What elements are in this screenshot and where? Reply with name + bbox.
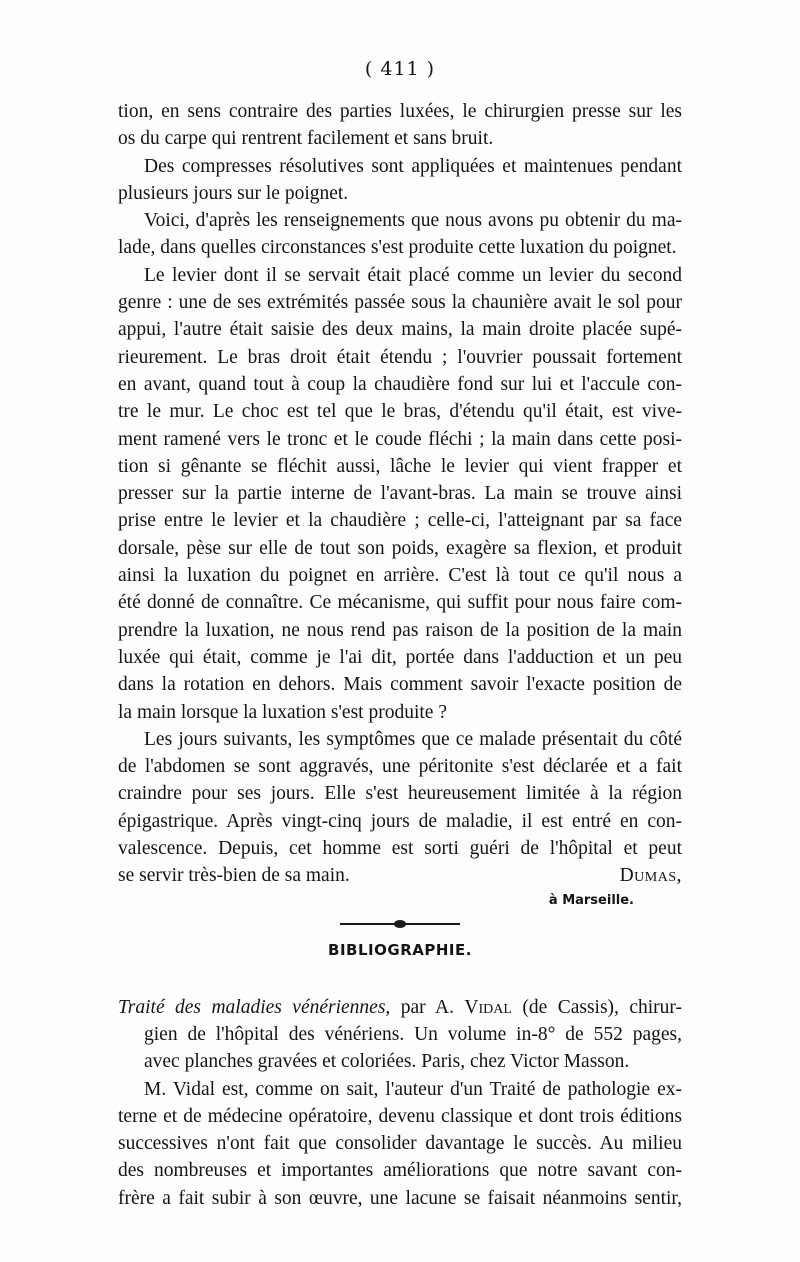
- text-line: ment ramené vers le tronc et le coude fléchi ; la main dans cette posi-: [118, 428, 682, 450]
- text-line: terne et de médecine opératoire, devenu classique et dont trois éditions: [118, 1105, 682, 1127]
- text-line: craindre pour ses jours. Elle s'est heureusement limitée à la région: [118, 783, 682, 805]
- text-line: plusieurs jours sur le poignet.: [118, 182, 349, 204]
- text-line: la main lorsque la luxation s'est produite ?: [118, 701, 447, 723]
- text-line: tre le mur. Le choc est tel que le bras, d'étendu qu'il était, est vive-: [118, 401, 682, 423]
- text-line: Voici, d'après les renseignements que nous avons pu obtenir du ma-: [144, 210, 682, 232]
- text-line: appui, l'autre était saisie des deux mains, la main droite placée supé-: [118, 319, 682, 341]
- text-line: rieurement. Le bras droit était étendu ; l'ouvrier poussait fortement: [118, 346, 682, 368]
- entry-text: (de Cassis), chirur-: [511, 996, 682, 1018]
- text-line: frère a fait subir à son œuvre, une lacune se faisait néanmoins sentir,: [118, 1187, 682, 1209]
- text-line: genre : une de ses extrémités passée sous la chaunière avait le sol pour: [118, 292, 682, 314]
- text-line: successives n'ont fait que consolider davantage le succès. Au milieu: [118, 1133, 682, 1155]
- text-line: Le levier dont il se servait était placé comme un levier du second: [144, 264, 682, 286]
- text-line: ainsi la luxation du poignet en arrière. C'est là tout ce qu'il nous a: [118, 565, 682, 587]
- text-line: été donné de connaître. Ce mécanisme, qui suffit pour nous faire com-: [118, 592, 682, 614]
- entry-line: [118, 994, 682, 1021]
- text-line: presser sur la partie interne de l'avant-bras. La main se trouve ainsi: [118, 483, 682, 505]
- entry-line: avec planches gravées et coloriées. Paris, chez Victor Masson.: [144, 1051, 630, 1073]
- ornamental-divider: [340, 920, 460, 928]
- text-line: en avant, quand tout à coup la chaudière fond sur lui et l'accule con-: [118, 373, 682, 395]
- text-line: prendre la luxation, ne nous rend pas raison de la position de la main: [118, 619, 682, 641]
- text-line: des nombreuses et importantes améliorations que notre savant con-: [118, 1160, 682, 1182]
- text-line: dans la rotation en dehors. Mais comment savoir l'exacte position de: [118, 674, 682, 696]
- text-line: de l'abdomen se sont aggravés, une péritonite s'est déclarée et a fait: [118, 756, 682, 778]
- paragraph: [118, 153, 682, 208]
- page-body: [118, 98, 682, 1212]
- page-number: ( 411 ): [364, 58, 436, 80]
- paragraph: [118, 207, 682, 262]
- bibliography-entry: [118, 994, 682, 1076]
- text-line: lade, dans quelles circonstances s'est produite cette luxation du poignet.: [118, 237, 677, 259]
- signature-line: [118, 862, 682, 889]
- paragraph: [118, 98, 682, 153]
- text-line: tion, en sens contraire des parties luxées, le chirurgien presse sur les: [118, 101, 682, 122]
- signature-place: à Marseille.: [548, 892, 634, 908]
- text-line: prise entre le levier et la chaudière ; celle-ci, l'atteignant par sa face: [118, 510, 682, 532]
- entry-line: gien de l'hôpital des vénériens. Un volume in-8° de 552 pages,: [144, 1023, 682, 1045]
- text-line: se servir très-bien de sa main.: [118, 865, 350, 887]
- signature-author: Dumas,: [619, 865, 682, 887]
- text-line: dorsale, pèse sur elle de tout son poids, exagère sa flexion, et produit: [118, 537, 682, 559]
- section-heading: BIBLIOGRAPHIE.: [328, 940, 472, 959]
- text-line: valescence. Depuis, cet homme est sorti guéri de l'hôpital et peut: [118, 838, 682, 860]
- book-author: Vidal: [464, 996, 512, 1018]
- divider-ornament: [394, 920, 406, 928]
- paragraph: [118, 726, 682, 890]
- review-paragraph: [118, 1076, 682, 1212]
- book-title: Traité des maladies vénériennes,: [118, 996, 391, 1018]
- paragraph: [118, 262, 682, 726]
- text-line: Des compresses résolutives sont appliquées et maintenues pendant: [144, 155, 682, 177]
- text-line: tion si gênante se fléchit aussi, lâche le levier qui vient frapper et: [118, 455, 682, 477]
- text-line: luxée qui était, comme je l'ai dit, portée dans l'adduction et un peu: [118, 646, 682, 668]
- text-line: Les jours suivants, les symptômes que ce malade présentait du côté: [144, 728, 682, 750]
- text-line: épigastrique. Après vingt-cinq jours de maladie, il est entré en con-: [118, 810, 682, 832]
- text-line: os du carpe qui rentrent facilement et sans bruit.: [118, 128, 494, 150]
- text-line: M. Vidal est, comme on sait, l'auteur d'un Traité de pathologie ex-: [144, 1078, 682, 1100]
- entry-text: par A.: [390, 996, 465, 1018]
